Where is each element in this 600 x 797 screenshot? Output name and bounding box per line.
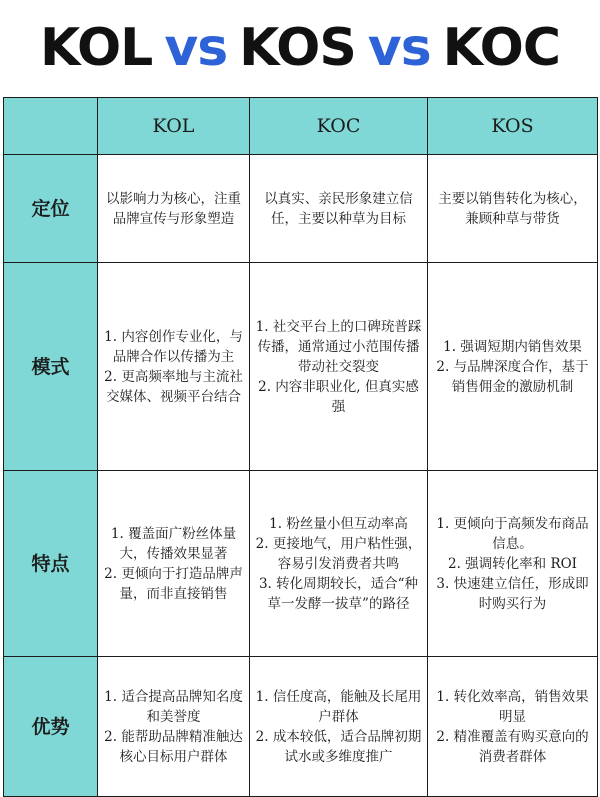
cell-kol-mode [98,263,250,471]
table-row-positioning [4,155,598,263]
cell-text: 2. 精准覆盖有购买意向的消费者群体 [436,728,589,765]
cell-text: 1. 更倾向于高频发布商品信息。 [436,515,589,552]
comparison-table [3,97,598,797]
cell-text: 1. 社交平台上的口碑珫普踩传播，通常通过小范围传播带动社交裂变 [255,318,422,375]
cell-kol-advantages [98,657,250,797]
header-koc: KOC [250,98,428,155]
cell-kos-advantages [428,657,598,797]
cell-text: 3. 快速建立信任，形成即时购买行为 [436,575,589,612]
cell-text: 1. 信任度高，能触及长尾用户群体 [255,688,422,725]
table-header-row [4,98,598,155]
cell-text: 2. 成本较低，适合品牌初期试水或多维度推广 [255,728,422,765]
title-koc: KOC [442,18,560,78]
cell-kos-mode [428,263,598,471]
row-label-mode: 模式 [4,263,98,471]
header-kos: KOS [428,98,598,155]
cell-text: 1. 粉丝量小但互动率高 [269,515,408,532]
cell-text: 以真实、亲民形象建立信任，主要以种草为目标 [264,190,413,227]
cell-koc-features [250,471,428,657]
cell-text: 2. 更接地气，用户粘性强，容易引发消费者共鸣 [255,535,422,572]
cell-koc-positioning [250,155,428,263]
header-corner [4,98,98,155]
cell-text: 2. 内容非职业化, 但真实感强 [258,378,419,415]
title-kol: KOL [40,18,153,78]
title-kos: KOS [239,18,356,78]
cell-text: 主要以销售转化为核心，兼顾种草与带货 [438,190,587,227]
cell-text: 1. 适合提高品牌知名度和美誉度 [104,688,243,725]
cell-text: 3. 转化周期较长，适合“种草一发酵一拔草”的路径 [258,575,419,612]
cell-kol-positioning [98,155,250,263]
table-row-advantages [4,657,598,797]
table-row-features [4,471,598,657]
cell-text: 1. 覆盖面广粉丝体量大，传播效果显著 [110,525,237,562]
title-vs-2: vs [367,18,431,78]
header-kol: KOL [98,98,250,155]
cell-kos-positioning [428,155,598,263]
cell-text: 2. 强调转化率和 ROI [447,555,578,572]
cell-text: 1. 内容创作专业化，与品牌合作以传播为主 [104,328,243,365]
row-label-features: 特点 [4,471,98,657]
title-vs-1: vs [164,18,228,78]
cell-text: 2. 更高频率地与主流社交媒体、视频平台结合 [104,368,243,405]
cell-kos-features [428,471,598,657]
row-label-advantages: 优势 [4,657,98,797]
cell-koc-mode [250,263,428,471]
cell-text: 1. 强调短期内销售效果 [443,338,582,355]
cell-kol-features [98,471,250,657]
cell-text: 2. 与品牌深度合作，基于销售佣金的激励机制 [436,358,589,395]
cell-koc-advantages [250,657,428,797]
cell-text: 2. 能帮助品牌精准触达核心目标用户群体 [104,728,243,765]
table-row-mode [4,263,598,471]
page-title [0,0,600,96]
cell-text: 以影响力为核心，注重品牌宣传与形象塑造 [106,190,241,227]
row-label-positioning: 定位 [4,155,98,263]
cell-text: 2. 更倾向于打造品牌声量，而非直接销售 [104,565,243,602]
cell-text: 1. 转化效率高，销售效果明显 [436,688,589,725]
